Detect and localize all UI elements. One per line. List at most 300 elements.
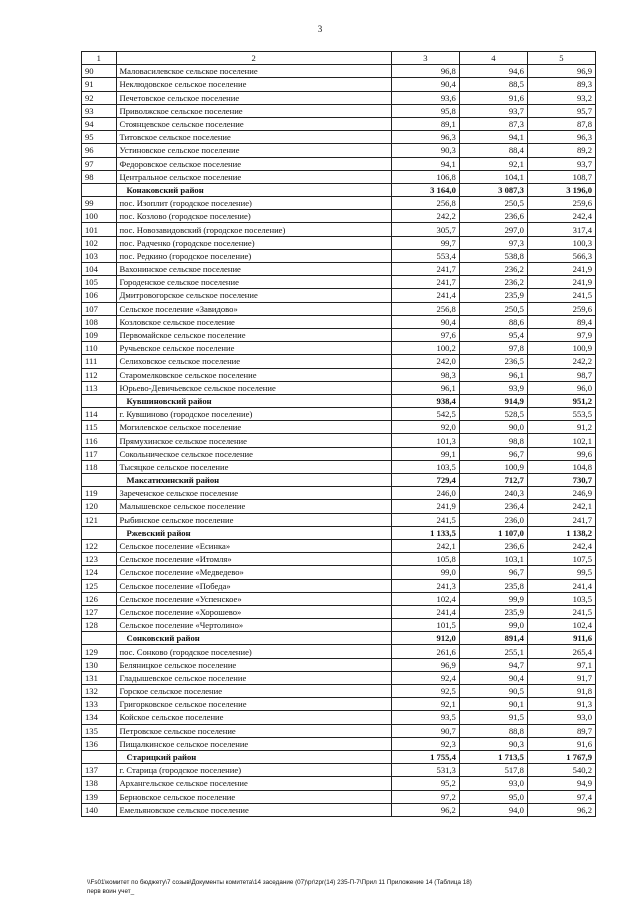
header-col-4: 4 <box>459 52 527 65</box>
row-number-cell <box>82 750 117 763</box>
table-row <box>82 249 596 262</box>
value-col-4-cell: 538,8 <box>459 249 527 262</box>
value-col-4-cell: 517,8 <box>459 764 527 777</box>
settlement-name-cell: Максатихинский район <box>116 474 391 487</box>
settlement-name-cell: Стоянцевское сельское поселение <box>116 117 391 130</box>
settlement-name-cell: Федоровское сельское поселение <box>116 157 391 170</box>
value-col-3-cell: 95,8 <box>391 104 459 117</box>
row-number-cell: 125 <box>82 579 117 592</box>
page-number: 3 <box>317 24 323 34</box>
value-col-4-cell: 91,6 <box>459 91 527 104</box>
value-col-5-cell: 553,5 <box>527 408 595 421</box>
row-number-cell: 98 <box>82 170 117 183</box>
value-col-5-cell: 103,5 <box>527 592 595 605</box>
settlement-name-cell: Сельское поселение «Медведево» <box>116 566 391 579</box>
value-col-3-cell: 98,3 <box>391 368 459 381</box>
value-col-3-cell: 241,4 <box>391 289 459 302</box>
value-col-3-cell: 912,0 <box>391 632 459 645</box>
row-number-cell: 109 <box>82 328 117 341</box>
settlement-name-cell: Зареченское сельское поселение <box>116 487 391 500</box>
value-col-3-cell: 241,7 <box>391 263 459 276</box>
table-row <box>82 737 596 750</box>
row-number-cell: 134 <box>82 711 117 724</box>
value-col-5-cell: 96,9 <box>527 65 595 78</box>
value-col-4-cell: 1 107,0 <box>459 526 527 539</box>
table-row <box>82 421 596 434</box>
row-number-cell: 92 <box>82 91 117 104</box>
value-col-3-cell: 99,7 <box>391 236 459 249</box>
settlement-name-cell: Сельское поселение «Итомля» <box>116 553 391 566</box>
table-row <box>82 460 596 473</box>
value-col-5-cell: 89,7 <box>527 724 595 737</box>
value-col-3-cell: 241,3 <box>391 579 459 592</box>
row-number-cell: 118 <box>82 460 117 473</box>
value-col-3-cell: 1 133,5 <box>391 526 459 539</box>
value-col-3-cell: 92,5 <box>391 685 459 698</box>
value-col-4-cell: 100,9 <box>459 460 527 473</box>
row-number-cell: 112 <box>82 368 117 381</box>
value-col-5-cell: 97,1 <box>527 658 595 671</box>
settlement-name-cell: Городенское сельское поселение <box>116 276 391 289</box>
value-col-5-cell: 93,0 <box>527 711 595 724</box>
value-col-3-cell: 729,4 <box>391 474 459 487</box>
value-col-5-cell: 99,6 <box>527 447 595 460</box>
settlement-name-cell: Петровское сельское поселение <box>116 724 391 737</box>
row-number-cell: 99 <box>82 197 117 210</box>
value-col-5-cell: 91,3 <box>527 698 595 711</box>
table-row <box>82 566 596 579</box>
data-table <box>81 51 596 817</box>
settlement-name-cell: Маловасилевское сельское поселение <box>116 65 391 78</box>
settlement-name-cell: Емельяновское сельское поселение <box>116 803 391 816</box>
value-col-4-cell: 104,1 <box>459 170 527 183</box>
table-row <box>82 276 596 289</box>
value-col-3-cell: 3 164,0 <box>391 183 459 196</box>
settlement-name-cell: пос. Радченко (городское поселение) <box>116 236 391 249</box>
value-col-3-cell: 101,5 <box>391 619 459 632</box>
row-number-cell: 107 <box>82 302 117 315</box>
value-col-4-cell: 88,5 <box>459 78 527 91</box>
row-number-cell: 128 <box>82 619 117 632</box>
table-row <box>82 658 596 671</box>
row-number-cell: 102 <box>82 236 117 249</box>
row-number-cell: 121 <box>82 513 117 526</box>
row-number-cell: 91 <box>82 78 117 91</box>
table-header-row <box>82 52 596 65</box>
value-col-5-cell: 241,5 <box>527 289 595 302</box>
settlement-name-cell: пос. Сонково (городское поселение) <box>116 645 391 658</box>
row-number-cell: 111 <box>82 355 117 368</box>
value-col-4-cell: 94,7 <box>459 658 527 671</box>
row-number-cell: 131 <box>82 671 117 684</box>
settlement-name-cell: Сельское поселение «Есинка» <box>116 539 391 552</box>
value-col-5-cell: 104,8 <box>527 460 595 473</box>
value-col-3-cell: 96,2 <box>391 803 459 816</box>
row-number-cell: 105 <box>82 276 117 289</box>
row-number-cell <box>82 632 117 645</box>
value-col-4-cell: 240,3 <box>459 487 527 500</box>
value-col-5-cell: 259,6 <box>527 197 595 210</box>
table-row <box>82 711 596 724</box>
value-col-5-cell: 96,0 <box>527 381 595 394</box>
settlement-name-cell: Сельское поселение «Успенское» <box>116 592 391 605</box>
table-row <box>82 487 596 500</box>
district-row <box>82 526 596 539</box>
table-row <box>82 289 596 302</box>
value-col-3-cell: 542,5 <box>391 408 459 421</box>
value-col-4-cell: 255,1 <box>459 645 527 658</box>
row-number-cell <box>82 474 117 487</box>
table-row <box>82 592 596 605</box>
row-number-cell: 93 <box>82 104 117 117</box>
value-col-4-cell: 90,1 <box>459 698 527 711</box>
settlement-name-cell: Горское сельское поселение <box>116 685 391 698</box>
settlement-name-cell: Старицкий район <box>116 750 391 763</box>
value-col-5-cell: 93,2 <box>527 91 595 104</box>
value-col-4-cell: 914,9 <box>459 394 527 407</box>
value-col-3-cell: 90,7 <box>391 724 459 737</box>
table-row <box>82 328 596 341</box>
value-col-3-cell: 305,7 <box>391 223 459 236</box>
table-row <box>82 210 596 223</box>
table-row <box>82 104 596 117</box>
value-col-4-cell: 94,1 <box>459 131 527 144</box>
value-col-3-cell: 94,1 <box>391 157 459 170</box>
value-col-5-cell: 96,2 <box>527 803 595 816</box>
value-col-5-cell: 259,6 <box>527 302 595 315</box>
table-row <box>82 65 596 78</box>
table-row <box>82 447 596 460</box>
row-number-cell: 132 <box>82 685 117 698</box>
table-row <box>82 553 596 566</box>
value-col-4-cell: 236,4 <box>459 500 527 513</box>
value-col-5-cell: 91,6 <box>527 737 595 750</box>
table-row <box>82 434 596 447</box>
table-row <box>82 698 596 711</box>
value-col-4-cell: 93,7 <box>459 104 527 117</box>
table-row <box>82 91 596 104</box>
table-row <box>82 777 596 790</box>
footer-note-line: перв воин учет_ <box>87 888 135 895</box>
value-col-4-cell: 99,9 <box>459 592 527 605</box>
value-col-5-cell: 242,1 <box>527 500 595 513</box>
settlement-name-cell: пос. Изоплит (городское поселение) <box>116 197 391 210</box>
value-col-5-cell: 107,5 <box>527 553 595 566</box>
value-col-5-cell: 102,1 <box>527 434 595 447</box>
row-number-cell: 100 <box>82 210 117 223</box>
row-number-cell <box>82 183 117 196</box>
row-number-cell: 122 <box>82 539 117 552</box>
value-col-5-cell: 242,4 <box>527 539 595 552</box>
value-col-4-cell: 236,6 <box>459 210 527 223</box>
table-row <box>82 342 596 355</box>
settlement-name-cell: Козловское сельское поселение <box>116 315 391 328</box>
row-number-cell <box>82 526 117 539</box>
settlement-name-cell: Устиновское сельское поселение <box>116 144 391 157</box>
row-number-cell: 129 <box>82 645 117 658</box>
value-col-4-cell: 94,6 <box>459 65 527 78</box>
value-col-4-cell: 93,9 <box>459 381 527 394</box>
value-col-4-cell: 236,6 <box>459 539 527 552</box>
value-col-5-cell: 98,7 <box>527 368 595 381</box>
row-number-cell: 110 <box>82 342 117 355</box>
value-col-4-cell: 97,3 <box>459 236 527 249</box>
value-col-3-cell: 99,0 <box>391 566 459 579</box>
value-col-4-cell: 90,3 <box>459 737 527 750</box>
value-col-3-cell: 105,8 <box>391 553 459 566</box>
value-col-5-cell: 89,4 <box>527 315 595 328</box>
row-number-cell: 96 <box>82 144 117 157</box>
row-number-cell: 119 <box>82 487 117 500</box>
value-col-3-cell: 261,6 <box>391 645 459 658</box>
settlement-name-cell: Сельское поселение «Победа» <box>116 579 391 592</box>
row-number-cell: 126 <box>82 592 117 605</box>
value-col-3-cell: 553,4 <box>391 249 459 262</box>
value-col-5-cell: 540,2 <box>527 764 595 777</box>
table-row <box>82 170 596 183</box>
value-col-4-cell: 88,4 <box>459 144 527 157</box>
table-row <box>82 223 596 236</box>
table-row <box>82 355 596 368</box>
value-col-4-cell: 97,8 <box>459 342 527 355</box>
value-col-4-cell: 91,5 <box>459 711 527 724</box>
table-row <box>82 302 596 315</box>
value-col-3-cell: 90,4 <box>391 315 459 328</box>
table-row <box>82 157 596 170</box>
value-col-3-cell: 242,1 <box>391 539 459 552</box>
value-col-5-cell: 100,9 <box>527 342 595 355</box>
row-number-cell: 123 <box>82 553 117 566</box>
row-number-cell: 137 <box>82 764 117 777</box>
value-col-5-cell: 91,7 <box>527 671 595 684</box>
table-row <box>82 645 596 658</box>
settlement-name-cell: Пищалкинское сельское поселение <box>116 737 391 750</box>
value-col-5-cell: 94,9 <box>527 777 595 790</box>
value-col-5-cell: 241,5 <box>527 605 595 618</box>
value-col-4-cell: 235,9 <box>459 605 527 618</box>
value-col-5-cell: 242,4 <box>527 210 595 223</box>
value-col-3-cell: 97,6 <box>391 328 459 341</box>
value-col-4-cell: 94,0 <box>459 803 527 816</box>
value-col-4-cell: 92,1 <box>459 157 527 170</box>
settlement-name-cell: Сокольническое сельское поселение <box>116 447 391 460</box>
value-col-4-cell: 235,9 <box>459 289 527 302</box>
table-row <box>82 408 596 421</box>
value-col-5-cell: 93,7 <box>527 157 595 170</box>
value-col-3-cell: 101,3 <box>391 434 459 447</box>
table-row <box>82 131 596 144</box>
settlement-name-cell: Селиховское сельское поселение <box>116 355 391 368</box>
value-col-5-cell: 89,2 <box>527 144 595 157</box>
value-col-4-cell: 250,5 <box>459 302 527 315</box>
row-number-cell: 95 <box>82 131 117 144</box>
table-row <box>82 236 596 249</box>
value-col-3-cell: 96,1 <box>391 381 459 394</box>
district-row <box>82 394 596 407</box>
value-col-3-cell: 90,3 <box>391 144 459 157</box>
settlement-name-cell: Дмитровогорское сельское поселение <box>116 289 391 302</box>
value-col-3-cell: 103,5 <box>391 460 459 473</box>
value-col-4-cell: 95,0 <box>459 790 527 803</box>
settlement-name-cell: Могилевское сельское поселение <box>116 421 391 434</box>
settlement-name-cell: Центральное сельское поселение <box>116 170 391 183</box>
value-col-5-cell: 241,9 <box>527 276 595 289</box>
table-row <box>82 803 596 816</box>
settlement-name-cell: Печетовское сельское поселение <box>116 91 391 104</box>
value-col-3-cell: 106,8 <box>391 170 459 183</box>
value-col-3-cell: 241,9 <box>391 500 459 513</box>
table-row <box>82 724 596 737</box>
value-col-5-cell: 102,4 <box>527 619 595 632</box>
table-row <box>82 197 596 210</box>
value-col-5-cell: 97,4 <box>527 790 595 803</box>
value-col-4-cell: 891,4 <box>459 632 527 645</box>
settlement-name-cell: Тысяцкое сельское поселение <box>116 460 391 473</box>
settlement-name-cell: Ржевский район <box>116 526 391 539</box>
settlement-name-cell: Архангельское сельское поселение <box>116 777 391 790</box>
row-number-cell: 115 <box>82 421 117 434</box>
row-number-cell: 116 <box>82 434 117 447</box>
row-number-cell: 127 <box>82 605 117 618</box>
row-number-cell: 104 <box>82 263 117 276</box>
row-number-cell: 103 <box>82 249 117 262</box>
row-number-cell: 135 <box>82 724 117 737</box>
settlement-name-cell: Прямухинское сельское поселение <box>116 434 391 447</box>
value-col-4-cell: 93,0 <box>459 777 527 790</box>
value-col-4-cell: 1 713,5 <box>459 750 527 763</box>
value-col-3-cell: 97,2 <box>391 790 459 803</box>
settlement-name-cell: Сонковский район <box>116 632 391 645</box>
value-col-4-cell: 88,8 <box>459 724 527 737</box>
value-col-5-cell: 246,9 <box>527 487 595 500</box>
row-number-cell: 101 <box>82 223 117 236</box>
value-col-4-cell: 235,8 <box>459 579 527 592</box>
value-col-5-cell: 3 196,0 <box>527 183 595 196</box>
table-row <box>82 78 596 91</box>
value-col-3-cell: 241,5 <box>391 513 459 526</box>
value-col-5-cell: 951,2 <box>527 394 595 407</box>
value-col-3-cell: 100,2 <box>391 342 459 355</box>
settlement-name-cell: Титовское сельское поселение <box>116 131 391 144</box>
settlement-name-cell: Старомелковское сельское поселение <box>116 368 391 381</box>
value-col-3-cell: 89,1 <box>391 117 459 130</box>
row-number-cell: 113 <box>82 381 117 394</box>
value-col-5-cell: 99,5 <box>527 566 595 579</box>
value-col-3-cell: 256,8 <box>391 302 459 315</box>
value-col-4-cell: 90,0 <box>459 421 527 434</box>
value-col-3-cell: 99,1 <box>391 447 459 460</box>
district-row <box>82 632 596 645</box>
settlement-name-cell: Гладышевское сельское поселение <box>116 671 391 684</box>
value-col-5-cell: 91,8 <box>527 685 595 698</box>
value-col-3-cell: 241,7 <box>391 276 459 289</box>
table-row <box>82 263 596 276</box>
table-row <box>82 605 596 618</box>
value-col-4-cell: 528,5 <box>459 408 527 421</box>
value-col-5-cell: 566,3 <box>527 249 595 262</box>
row-number-cell: 94 <box>82 117 117 130</box>
table-row <box>82 500 596 513</box>
settlement-name-cell: Сельское поселение «Чертолино» <box>116 619 391 632</box>
settlement-name-cell: пос. Редкино (городское поселение) <box>116 249 391 262</box>
value-col-5-cell: 97,9 <box>527 328 595 341</box>
value-col-5-cell: 241,4 <box>527 579 595 592</box>
settlement-name-cell: Берновское сельское поселение <box>116 790 391 803</box>
value-col-3-cell: 256,8 <box>391 197 459 210</box>
value-col-4-cell: 103,1 <box>459 553 527 566</box>
value-col-5-cell: 241,7 <box>527 513 595 526</box>
header-col-3: 3 <box>391 52 459 65</box>
settlement-name-cell: Первомайское сельское поселение <box>116 328 391 341</box>
value-col-3-cell: 246,0 <box>391 487 459 500</box>
settlement-name-cell: Сельское поселение «Хорошево» <box>116 605 391 618</box>
row-number-cell: 139 <box>82 790 117 803</box>
table-row <box>82 790 596 803</box>
value-col-5-cell: 242,2 <box>527 355 595 368</box>
settlement-name-cell: Приволжское сельское поселение <box>116 104 391 117</box>
value-col-4-cell: 90,5 <box>459 685 527 698</box>
file-path-footer <box>87 878 607 896</box>
table-row <box>82 381 596 394</box>
settlement-name-cell: Неклюдовское сельское поселение <box>116 78 391 91</box>
value-col-4-cell: 236,2 <box>459 263 527 276</box>
row-number-cell: 97 <box>82 157 117 170</box>
district-row <box>82 474 596 487</box>
row-number-cell: 90 <box>82 65 117 78</box>
value-col-4-cell: 96,7 <box>459 447 527 460</box>
header-col-2: 2 <box>116 52 391 65</box>
settlement-name-cell: Сельское поселение «Завидово» <box>116 302 391 315</box>
value-col-5-cell: 730,7 <box>527 474 595 487</box>
row-number-cell <box>82 394 117 407</box>
row-number-cell: 133 <box>82 698 117 711</box>
settlement-name-cell: Койское сельское поселение <box>116 711 391 724</box>
table-row <box>82 671 596 684</box>
settlement-name-cell: Ручьевское сельское поселение <box>116 342 391 355</box>
value-col-3-cell: 95,2 <box>391 777 459 790</box>
value-col-3-cell: 531,3 <box>391 764 459 777</box>
value-col-3-cell: 92,3 <box>391 737 459 750</box>
value-col-3-cell: 93,6 <box>391 91 459 104</box>
settlement-name-cell: Рыбинское сельское поселение <box>116 513 391 526</box>
district-row <box>82 183 596 196</box>
value-col-5-cell: 911,6 <box>527 632 595 645</box>
value-col-3-cell: 92,1 <box>391 698 459 711</box>
row-number-cell: 138 <box>82 777 117 790</box>
row-number-cell: 117 <box>82 447 117 460</box>
row-number-cell: 130 <box>82 658 117 671</box>
footer-path-line: \\Fs01\комитет по бюджету\7 созыв\Документы комитета\14 заседание (07)\pr\zpr(14) 235-П-7\Прил 11 Приложение 14 (Таблица 18) <box>87 879 472 886</box>
value-col-3-cell: 92,0 <box>391 421 459 434</box>
table-row <box>82 368 596 381</box>
table-row <box>82 315 596 328</box>
value-col-4-cell: 87,3 <box>459 117 527 130</box>
value-col-4-cell: 236,5 <box>459 355 527 368</box>
value-col-4-cell: 88,6 <box>459 315 527 328</box>
value-col-5-cell: 317,4 <box>527 223 595 236</box>
settlement-name-cell: пос. Новозавидовский (городское поселение) <box>116 223 391 236</box>
value-col-3-cell: 242,0 <box>391 355 459 368</box>
settlement-name-cell: Беляницкое сельское поселение <box>116 658 391 671</box>
value-col-3-cell: 96,8 <box>391 65 459 78</box>
value-col-4-cell: 96,7 <box>459 566 527 579</box>
settlement-name-cell: Конаковский район <box>116 183 391 196</box>
row-number-cell: 124 <box>82 566 117 579</box>
value-col-5-cell: 1 138,2 <box>527 526 595 539</box>
settlement-name-cell: г. Кувшиново (городское поселение) <box>116 408 391 421</box>
header-col-1: 1 <box>82 52 117 65</box>
value-col-3-cell: 102,4 <box>391 592 459 605</box>
